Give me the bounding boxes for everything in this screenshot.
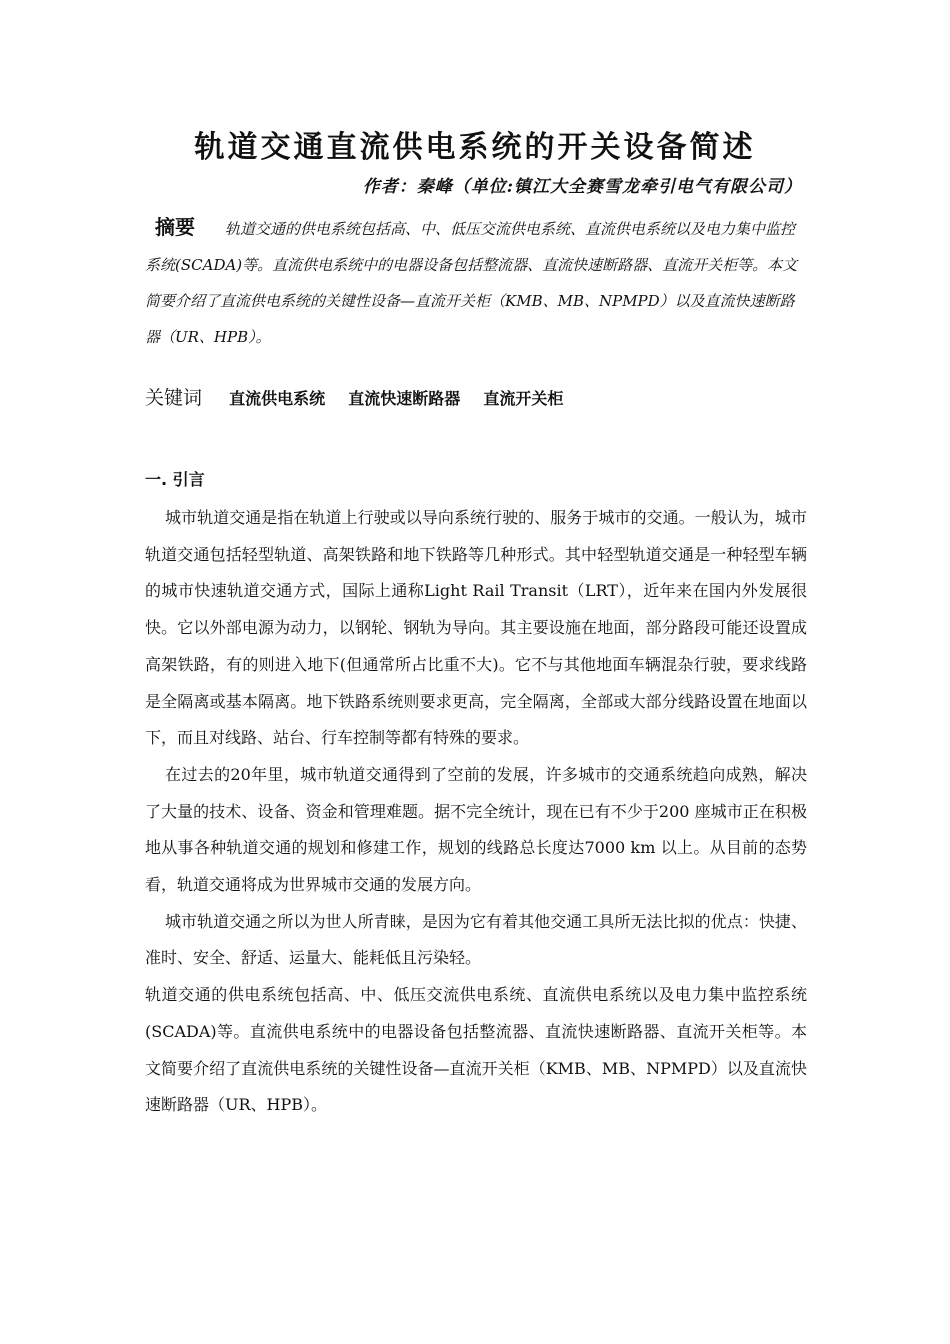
keyword-item: 直流供电系统 (229, 389, 326, 408)
abstract-block (145, 209, 807, 355)
paragraph: 轨道交通的供电系统包括高、中、低压交流供电系统、直流供电系统以及电力集中监控系统(SCADA)等。直流供电系统中的电器设备包括整流器、直流快速断路器、直流开关柜等。本文简要介绍了直流供电系统的关键性设备—直流开关柜（KMB、MB、NPMPD）以及直流快速断路器（UR、HPB）。 (145, 985, 807, 1115)
keywords-label: 关键词 (145, 387, 203, 409)
abstract-text: 轨道交通的供电系统包括高、中、低压交流供电系统、直流供电系统以及电力集中监控系统(SCADA)等。直流供电系统中的电器设备包括整流器、直流快速断路器、直流开关柜等。本文简要介绍了直流供电系统的关键性设备—直流开关柜（KMB、MB、NPMPD）以及直流快速断路器（UR、HPB）。 (145, 220, 798, 346)
paragraph: 在过去的20年里，城市轨道交通得到了空前的发展，许多城市的交通系统趋向成熟，解决了大量的技术、设备、资金和管理难题。据不完全统计，现在已有不少于200 座城市正在积极地从事各种轨道交通的规划和修建工作，规划的线路总长度达7000 km 以上。从目前的态势看，轨道交通将成为世界城市交通的发展方向。 (145, 764, 807, 895)
paragraph: 城市轨道交通之所以为世人所青睐，是因为它有着其他交通工具所无法比拟的优点：快捷、准时、安全、舒适、运量大、能耗低且污染轻。 (145, 911, 807, 968)
paragraph: 城市轨道交通是指在轨道上行驶或以导向系统行驶的、服务于城市的交通。一般认为，城市轨道交通包括轻型轨道、高架铁路和地下铁路等几种形式。其中轻型轨道交通是一种轻型车辆的城市快速轨道交通方式，国际上通称Light Rail Transit（LRT），近年来在国内外发展很快。它以外部电源为动力，以钢轮、钢轨为导向。其主要设施在地面，部分路段可能还设置成高架铁路，有的则进入地下(但通常所占比重不大)。它不与其他地面车辆混杂行驶，要求线路是全隔离或基本隔离。地下铁路系统则要求更高，完全隔离，全部或大部分线路设置在地面以下，而且对线路、站台、行车控制等都有特殊的要求。 (145, 508, 807, 748)
document-title: 轨道交通直流供电系统的开关设备简述 (194, 130, 756, 165)
body-text (145, 500, 807, 1124)
keywords-block (145, 380, 581, 417)
keyword-item: 直流开关柜 (483, 389, 564, 408)
keyword-item: 直流快速断路器 (348, 389, 461, 408)
author-line: 作者：秦峰（单位:镇江大全赛雪龙牵引电气有限公司） (362, 177, 802, 197)
abstract-label: 摘要 (155, 215, 195, 239)
section-heading: 一. 引言 (145, 470, 205, 489)
